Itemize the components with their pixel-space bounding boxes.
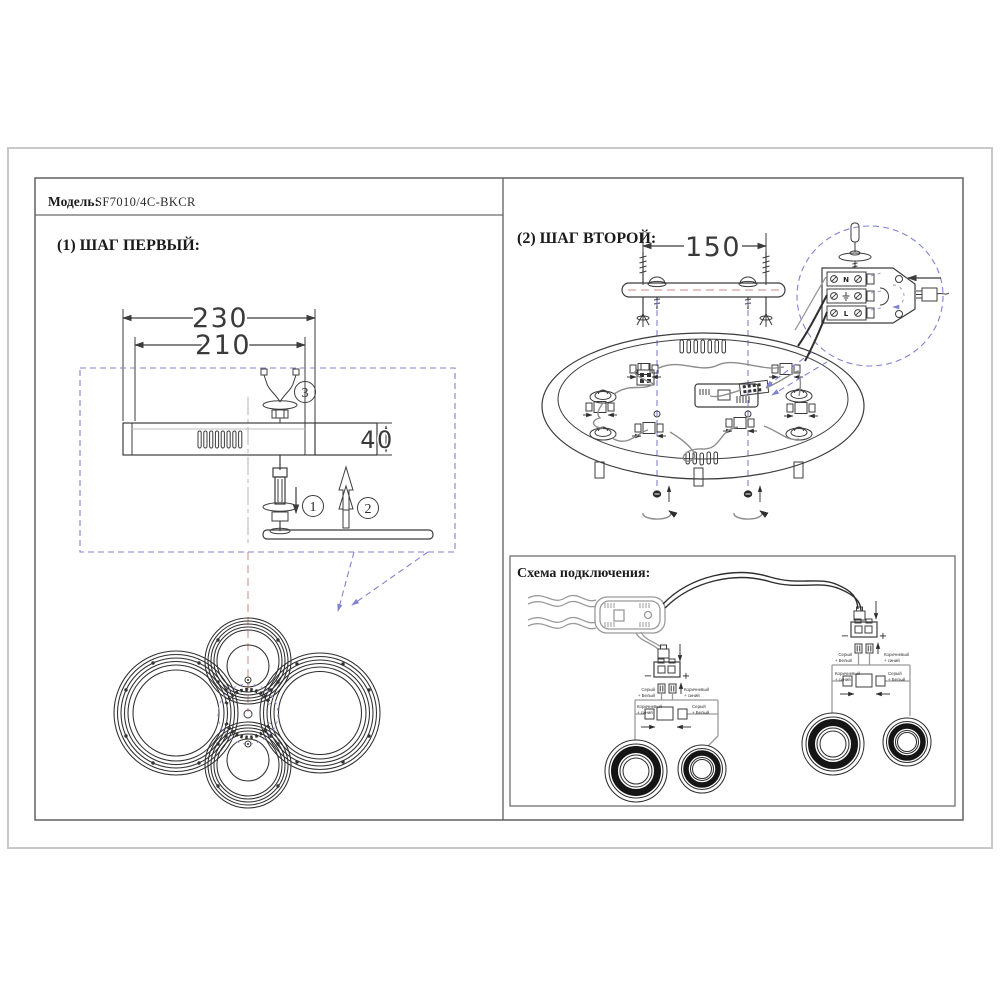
ring-bottom xyxy=(205,722,291,808)
callout-1-label: 1 xyxy=(309,500,317,515)
connector-pair xyxy=(723,418,757,432)
dim-230 xyxy=(123,303,315,452)
connector-pair xyxy=(769,364,803,378)
connector-pair xyxy=(632,423,666,437)
wire-label: Серый xyxy=(641,687,655,692)
supply-wire-gray xyxy=(795,277,826,330)
terminal-n-label: N xyxy=(843,276,849,284)
terminal-block-wired xyxy=(739,380,768,395)
wiring-cluster-left xyxy=(605,644,726,802)
wire-label: + синий xyxy=(884,658,900,663)
wire-label: + Белый xyxy=(888,677,906,682)
main-cable xyxy=(663,573,861,611)
terminal-detail-callout xyxy=(766,223,949,395)
schema-title: Схема подключения: xyxy=(517,566,651,581)
fixing-screw-right xyxy=(734,486,762,519)
bracket-vents xyxy=(198,431,242,448)
wire-label: + Белый xyxy=(692,710,710,715)
step1-title: (1) ШАГ ПЕРВЫЙ: xyxy=(57,237,201,254)
minus-sign: − xyxy=(840,631,850,642)
wire-label: + синий xyxy=(637,710,653,715)
schema-ring-small-left xyxy=(678,745,726,793)
wire-label: Серый xyxy=(888,671,902,676)
model-label: Модель: xyxy=(48,194,99,209)
ring-left xyxy=(114,651,238,775)
up-arrow-outline-icon-2 xyxy=(339,486,353,528)
wire-label: Серый xyxy=(838,652,852,657)
model-value: SF7010/4C-BKCR xyxy=(95,195,196,209)
wire-label: Серый xyxy=(692,704,706,709)
terminal-l-label: L xyxy=(843,310,849,318)
mains-wires xyxy=(528,595,596,628)
callout-tail-right xyxy=(352,552,428,605)
rotate-arrow-icon xyxy=(734,511,762,519)
connector-pair xyxy=(784,403,818,417)
plug-connector xyxy=(916,288,949,301)
wiring-cluster-right xyxy=(802,601,931,775)
callout-tail-left xyxy=(338,552,354,611)
chandelier-front-view xyxy=(114,618,380,808)
plus-sign: + xyxy=(878,631,888,642)
mounting-bar xyxy=(622,277,785,309)
ceiling-canopy xyxy=(263,530,433,539)
threaded-rod-assembly xyxy=(263,455,297,534)
wire-label: + синий xyxy=(684,693,700,698)
step1-callout-box xyxy=(80,368,455,552)
plus-sign: + xyxy=(681,671,691,682)
schema-ring-big-right xyxy=(802,713,864,775)
wire-label: Коричневый xyxy=(884,652,909,657)
dim-40-label: 40 xyxy=(360,426,394,454)
schema-ring-big-left xyxy=(605,740,667,802)
wire-label: + Белый xyxy=(637,693,655,698)
step2-title: (2) ШАГ ВТОРОЙ: xyxy=(517,230,657,247)
schema-driver xyxy=(595,597,665,633)
driver-drop-cable xyxy=(636,632,661,649)
splitter-block-right xyxy=(851,619,877,637)
dim-150-label: 150 xyxy=(684,232,742,263)
toggle-screw-assembly xyxy=(261,369,316,423)
arrow-up-callout-2 xyxy=(339,467,379,528)
callout-2-label: 2 xyxy=(364,502,372,517)
wire-label: Коричневый xyxy=(835,671,860,676)
mounting-bracket xyxy=(123,423,394,455)
dim-230-label: 230 xyxy=(191,303,249,334)
step2-panel xyxy=(517,223,949,519)
wire-label: Коричневый xyxy=(684,687,709,692)
plate-vents-top xyxy=(680,340,726,353)
dim-210 xyxy=(135,330,305,428)
dim-210-label: 210 xyxy=(194,330,252,361)
minus-sign: − xyxy=(643,671,653,682)
splitter-block-left xyxy=(654,659,680,677)
step1-panel xyxy=(48,194,455,808)
fixing-screw-left xyxy=(643,486,671,519)
wire-label: + синий xyxy=(835,677,851,682)
wiring-schema xyxy=(510,556,955,806)
arrow-down-callout-1 xyxy=(296,487,324,517)
wire-label: Коричневый xyxy=(637,704,662,709)
ring-right xyxy=(260,653,380,773)
wire-label: + Белый xyxy=(834,658,852,663)
rotate-arrow-icon xyxy=(643,511,671,519)
mounting-screw-icon xyxy=(839,223,871,270)
callout-3-label: 3 xyxy=(301,386,309,401)
schema-ring-small-right xyxy=(883,718,931,766)
plate-legs xyxy=(595,462,803,486)
ceiling-plate xyxy=(542,333,864,519)
